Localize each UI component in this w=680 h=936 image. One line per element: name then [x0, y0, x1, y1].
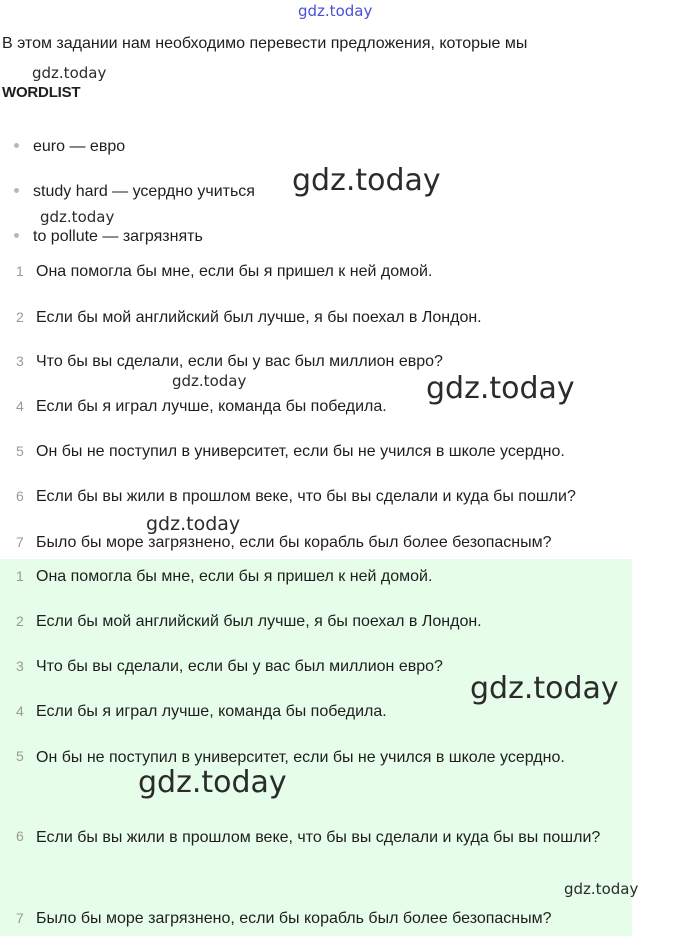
item-text: Она помогла бы мне, если бы я пришел к ней домой. [36, 263, 433, 280]
item-text: Если бы мой английский был лучше, я бы поехал в Лондон. [36, 309, 482, 326]
wordlist-item-text: to pollute — загрязнять [33, 228, 203, 245]
item-text: Если бы вы жили в прошлом веке, что бы вы сделали и куда бы пошли? [36, 488, 576, 505]
watermark: gdz.today [426, 371, 575, 406]
watermark: gdz.today [146, 513, 241, 535]
item-text: Было бы море загрязнено, если бы корабль был более безопасным? [36, 534, 552, 551]
bullet-icon [14, 188, 19, 193]
item-number: 3 [16, 353, 24, 369]
watermark: gdz.today [564, 880, 639, 898]
item-text: Если бы вы жили в прошлом веке, что бы вы сделали и куда бы вы пошли? [36, 829, 601, 846]
watermark: gdz.today [298, 2, 373, 20]
watermark: gdz.today [470, 671, 619, 706]
watermark: gdz.today [172, 372, 247, 390]
item-number: 4 [16, 398, 24, 414]
item-text: Что бы вы сделали, если бы у вас был миллион евро? [36, 353, 443, 370]
wordlist-heading: WORDLIST [2, 84, 81, 101]
wordlist-item [14, 183, 255, 201]
item-number: 1 [16, 568, 24, 584]
item-number: 3 [16, 658, 24, 674]
item-number: 1 [16, 263, 24, 279]
wordlist-item [14, 138, 125, 156]
item-number: 5 [16, 443, 24, 459]
item-text: Он бы не поступил в университет, если бы не учился в школе усердно. [36, 443, 565, 460]
wordlist-item-text: euro — евро [33, 138, 126, 155]
intro-text: В этом задании нам необходимо перевести предложения, которые мы [2, 35, 528, 52]
item-text: Если бы мой английский был лучше, я бы поехал в Лондон. [36, 613, 482, 630]
item-number: 7 [16, 910, 24, 926]
watermark: gdz.today [138, 765, 287, 800]
item-number: 6 [16, 828, 24, 844]
item-text: Она помогла бы мне, если бы я пришел к ней домой. [36, 568, 433, 585]
bullet-icon [14, 143, 19, 148]
item-number: 5 [16, 748, 24, 764]
wordlist-item [14, 228, 203, 246]
item-text: Если бы я играл лучше, команда бы победила. [36, 398, 387, 415]
item-number: 4 [16, 703, 24, 719]
item-number: 6 [16, 488, 24, 504]
item-number: 2 [16, 613, 24, 629]
item-text: Что бы вы сделали, если бы у вас был миллион евро? [36, 658, 443, 675]
watermark: gdz.today [292, 163, 441, 198]
item-number: 2 [16, 309, 24, 325]
answer-section [0, 559, 632, 936]
bullet-icon [14, 233, 19, 238]
item-text: Он бы не поступил в университет, если бы не учился в школе усердно. [36, 749, 565, 766]
item-number: 7 [16, 534, 24, 550]
watermark: gdz.today [40, 208, 115, 226]
wordlist-item-text: study hard — усердно учиться [33, 183, 255, 200]
item-text: Было бы море загрязнено, если бы корабль был более безопасным? [36, 910, 552, 927]
item-text: Если бы я играл лучше, команда бы победила. [36, 703, 387, 720]
watermark: gdz.today [32, 64, 107, 82]
